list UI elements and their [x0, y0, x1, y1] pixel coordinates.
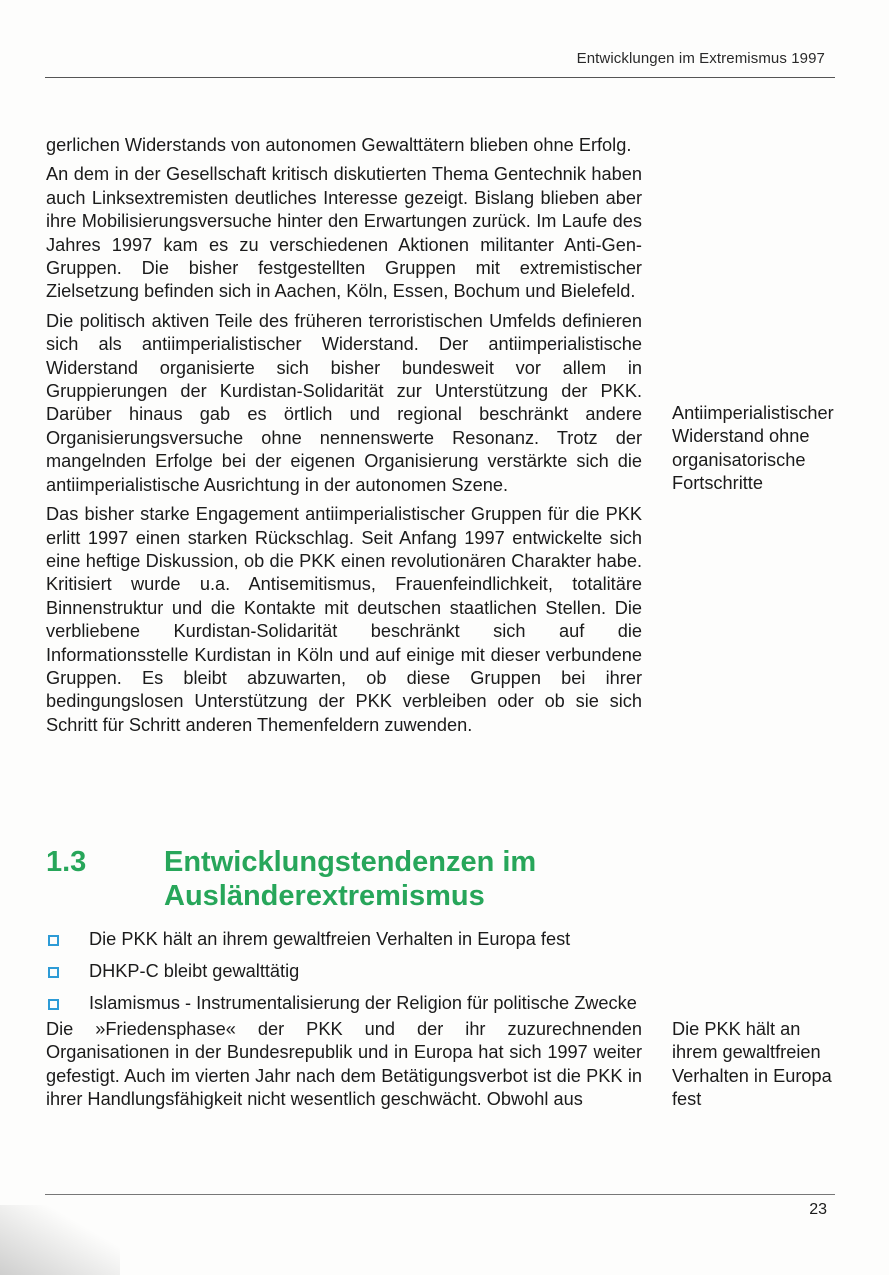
section-number: 1.3	[46, 846, 87, 878]
margin-note: Die PKK hält an ihrem gewaltfreien Verhalten in Europa fest	[672, 1019, 832, 1110]
paragraph: Das bisher starke Engagement antiimperialistischer Gruppen für die PKK erlitt 1997 einen starken Rückschlag. Seit Anfang 1997 entwickelte sich eine heftige Diskussion, ob die PKK einen revolutionären Charakter habe. Kritisiert wurde u.a. Antisemitismus, Frauenfeindlichkeit, totalitäre Binnenstruktur und die Kontakte mit deutschen staatlichen Stellen. Die verbliebene Kurdistan-Solidarität beschränkt sich auf die Informationsstelle Kurdistan in Köln und auf einige mit dieser verbundene Gruppen. Es bleibt abzuwarten, ob diese Gruppen bei ihrer bedingungslosen Unterstützung der PKK verbleiben oder ob sie sich Schritt für Schritt anderen Themenfeldern zuwenden.	[46, 504, 642, 735]
page-number: 23	[809, 1201, 827, 1218]
paragraph: gerlichen Widerstands von autonomen Gewalttätern blieben ohne Erfolg.	[46, 135, 632, 155]
scan-shadow	[0, 1205, 120, 1275]
checkbox-bullet-icon	[48, 935, 59, 946]
bullet-list	[46, 924, 646, 1020]
section-title: Entwicklungstendenzen im Ausländerextremismus	[164, 846, 537, 912]
list-item: DHKP-C bleibt gewalttätig	[46, 956, 646, 988]
checkbox-bullet-icon	[48, 967, 59, 978]
checkbox-bullet-icon	[48, 999, 59, 1010]
header-rule	[45, 77, 835, 78]
footer-rule	[45, 1194, 835, 1195]
paragraph: An dem in der Gesellschaft kritisch diskutierten Thema Gentechnik haben auch Linksextremisten deutliches Interesse gezeigt. Bislang blieben aber ihre Mobilisierungsversuche hinter den Erwartungen zurück. Im Laufe des Jahres 1997 kam es zu verschiedenen Aktionen militanter Anti-Gen-Gruppen. Die bisher festgestellten Gruppen mit extremistischer Zielsetzung befinden sich in Aachen, Köln, Essen, Bochum und Bielefeld.	[46, 164, 642, 302]
running-header: Entwicklungen im Extremismus 1997	[576, 50, 825, 67]
margin-note: Antiimperialistischer Widerstand ohne organisatorische Fortschritte	[672, 403, 834, 494]
paragraph: Die »Friedensphase« der PKK und der ihr zuzurechnenden Organisationen in der Bundesrepublik und in Europa hat sich 1997 weiter gefestigt. Auch im vierten Jahr nach dem Betätigungsverbot ist die PKK in ihrer Handlungsfähigkeit nicht wesentlich geschwächt. Obwohl aus	[46, 1019, 642, 1110]
section-heading	[46, 845, 642, 913]
main-text	[46, 134, 642, 743]
paragraph: Die politisch aktiven Teile des früheren terroristischen Umfelds definieren sich als antiimperialistischer Widerstand. Der antiimperialistische Widerstand organisierte sich bisher bundesweit vor allem in Gruppierungen der Kurdistan-Solidarität zur Unterstützung der PKK. Darüber hinaus gab es örtlich und regional beschränkt andere Organisierungsversuche ohne nennenswerte Resonanz. Trotz der mangelnden Erfolge bei der eigenen Organisierung verstärkte sich die antiimperialistische Ausrichtung in der autonomen Szene.	[46, 310, 642, 495]
list-item: Islamismus - Instrumentalisierung der Religion für politische Zwecke	[46, 988, 646, 1020]
list-item: Die PKK hält an ihrem gewaltfreien Verhalten in Europa fest	[46, 924, 646, 956]
